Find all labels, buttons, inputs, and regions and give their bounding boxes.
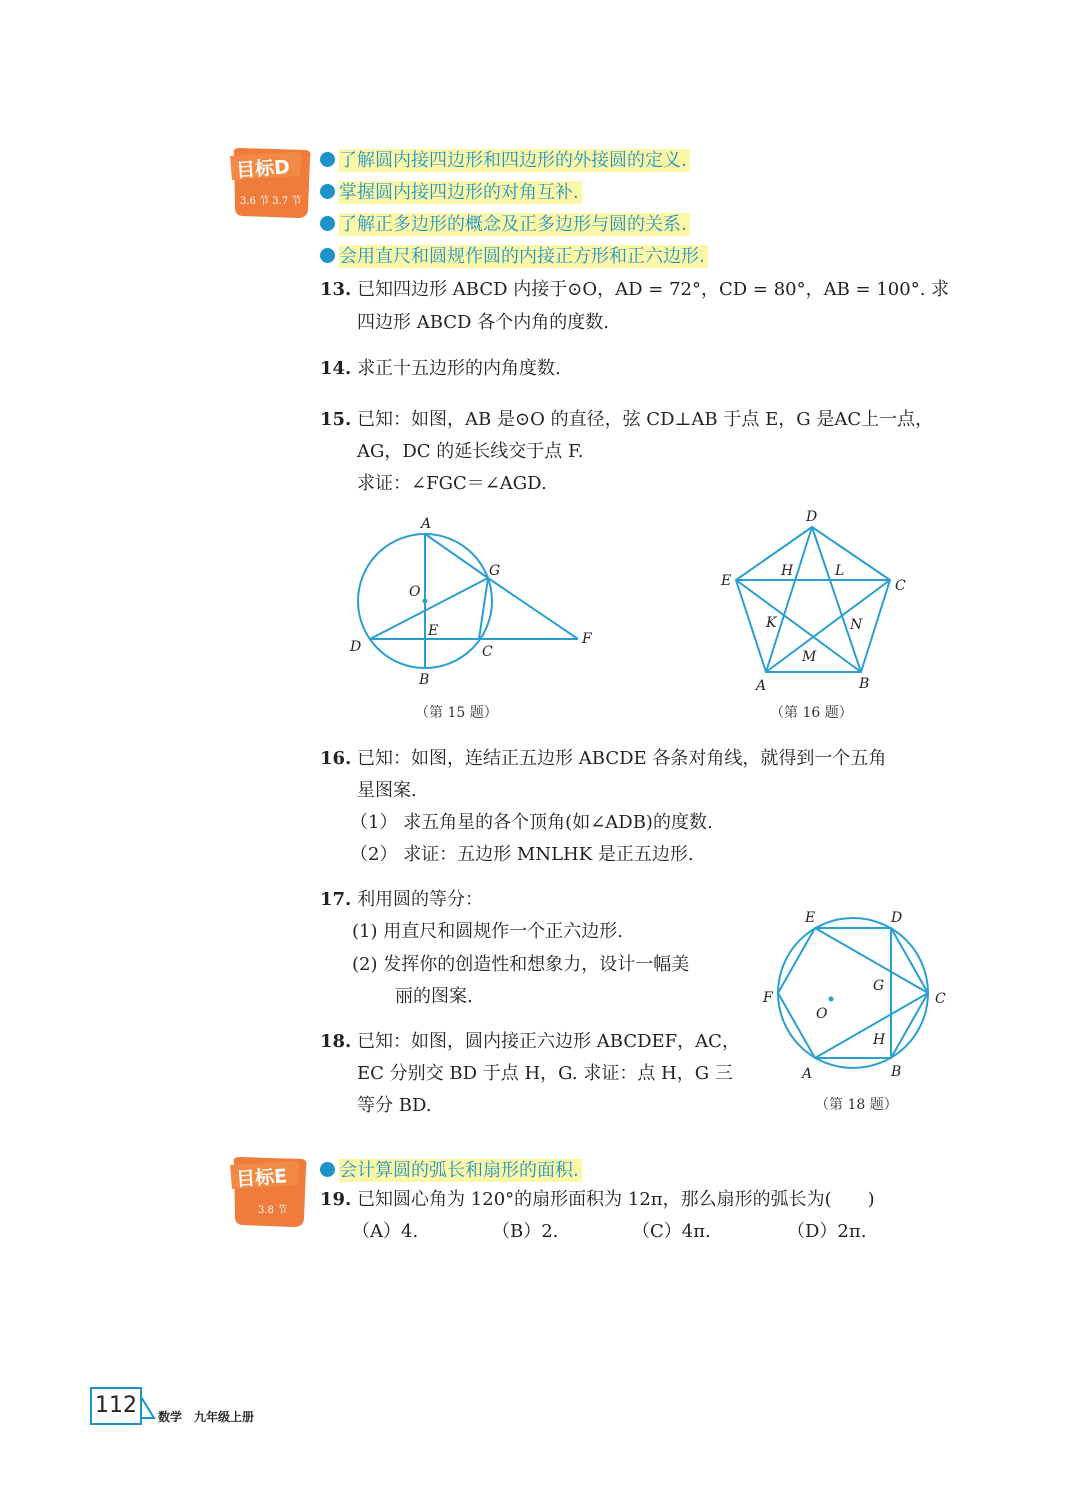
fig16-label-e: E (721, 573, 732, 589)
bullet-dot-icon (320, 152, 335, 167)
fig18-label-f: F (763, 990, 773, 1006)
goal-d-item-4: 会用直尺和圆规作圆的内接正方形和正六边形. (320, 242, 708, 268)
option-c: （C）4π. (632, 1221, 711, 1242)
question-14 (320, 357, 561, 381)
figure-18 (755, 900, 955, 1090)
fig16-label-n: N (850, 617, 863, 633)
figure-18-caption: （第 18 题） (815, 1097, 898, 1113)
question-17-sub1: (1) 用直尺和圆规作一个正六边形. (352, 921, 623, 942)
fig18-label-c: C (935, 991, 946, 1007)
question-text: 已知：如图，连结正五边形 ABCDE 各条对角线，就得到一个五角 (357, 748, 887, 769)
fig15-label-g: G (489, 563, 501, 579)
question-15-line3: 求证：∠FGC＝∠AGD. (357, 473, 547, 494)
fig16-label-c: C (895, 578, 906, 594)
question-text: 已知四边形 ABCD 内接于⊙O，AD = 72°，CD = 80°，AB = 100°. 求 (357, 279, 950, 300)
bullet-dot-icon (320, 248, 335, 263)
bullet-dot-icon (320, 1162, 335, 1177)
question-16 (320, 747, 886, 771)
question-17 (320, 888, 483, 912)
fig15-label-f: F (582, 631, 592, 647)
fig16-label-l: L (835, 563, 845, 579)
question-18 (320, 1030, 740, 1054)
goal-e-label: 目标E (235, 1165, 288, 1191)
figure-16 (715, 505, 915, 700)
question-number: 13. (320, 279, 352, 300)
question-number: 15. (320, 409, 352, 430)
goal-e-sections: 3.8 节 (258, 1205, 288, 1216)
fig18-label-b: B (891, 1064, 902, 1080)
question-18-line2: EC 分别交 BD 于点 H，G. 求证：点 H，G 三 (357, 1063, 733, 1084)
fig16-label-k: K (766, 615, 777, 631)
question-number: 14. (320, 358, 352, 379)
question-number: 19. (320, 1189, 352, 1210)
fig15-label-e: E (428, 623, 439, 639)
question-18-line3: 等分 BD. (357, 1095, 432, 1116)
bullet-dot-icon (320, 184, 335, 199)
book-title: 数学 九年级上册 (158, 1410, 255, 1424)
fig16-label-d: D (806, 509, 818, 525)
option-a: （A）4. (352, 1221, 419, 1242)
question-17-sub2: (2) 发挥你的创造性和想象力，设计一幅美 (352, 954, 690, 975)
question-16-sub1: （1） 求五角星的各个顶角(如∠ADB)的度数. (350, 812, 713, 833)
fig18-label-o: O (816, 1006, 828, 1022)
fig16-label-h: H (781, 563, 794, 579)
fig16-label-a: A (756, 678, 767, 694)
fig15-label-o: O (409, 584, 421, 600)
question-19 (320, 1188, 875, 1212)
fig15-label-b: B (419, 672, 430, 688)
fig18-label-e: E (805, 910, 816, 926)
figure-16-caption: （第 16 题） (770, 705, 853, 721)
fig16-label-b: B (859, 676, 870, 692)
bullet-dot-icon (320, 216, 335, 231)
question-text: 已知圆心角为 120°的扇形面积为 12π，那么扇形的弧长为( ) (357, 1189, 875, 1210)
question-number: 18. (320, 1031, 352, 1052)
option-b: （B）2. (492, 1221, 559, 1242)
question-13 (320, 278, 949, 302)
question-13-line2: 四边形 ABCD 各个内角的度数. (357, 312, 609, 333)
figure-15-caption: （第 15 题） (415, 705, 498, 721)
goal-d-badge (228, 146, 312, 220)
question-16-line2: 星图案. (357, 780, 417, 801)
fig18-label-h: H (873, 1032, 886, 1048)
fig18-label-a: A (802, 1066, 813, 1082)
question-text: 利用圆的等分： (357, 889, 484, 910)
figure-15 (340, 510, 610, 700)
question-text: 已知：如图，AB 是⊙O 的直径，弦 CD⊥AB 于点 E，G 是AC上一点， (357, 409, 934, 430)
goal-d-item-3: 了解正多边形的概念及正多边形与圆的关系. (320, 210, 690, 236)
fig15-label-c: C (482, 644, 493, 660)
question-15 (320, 408, 933, 432)
goal-d-sections: 3.6 节 3.7 节 (240, 196, 302, 207)
fig18-label-g: G (873, 978, 885, 994)
goal-e-badge (228, 1155, 308, 1229)
question-15-line2: AG，DC 的延长线交于点 F. (357, 441, 584, 462)
question-number: 16. (320, 748, 352, 769)
question-17-sub2b: 丽的图案. (395, 986, 473, 1007)
page-number: 112 (90, 1387, 142, 1425)
fig15-label-d: D (350, 639, 362, 655)
option-d: （D）2π. (787, 1221, 867, 1242)
goal-d-item-2: 掌握圆内接四边形的对角互补. (320, 178, 582, 204)
fig15-label-a: A (421, 516, 432, 532)
fig16-label-m: M (802, 649, 817, 665)
fig18-label-d: D (891, 910, 903, 926)
question-text: 求正十五边形的内角度数. (357, 358, 561, 379)
goal-e-item-1: 会计算圆的弧长和扇形的面积. (320, 1156, 582, 1182)
question-number: 17. (320, 889, 352, 910)
question-text: 已知：如图，圆内接正六边形 ABCDEF，AC， (357, 1031, 740, 1052)
goal-d-item-1: 了解圆内接四边形和四边形的外接圆的定义. (320, 146, 690, 172)
question-16-sub2: （2） 求证：五边形 MNLHK 是正五边形. (350, 844, 694, 865)
goal-d-label: 目标D (235, 156, 291, 182)
